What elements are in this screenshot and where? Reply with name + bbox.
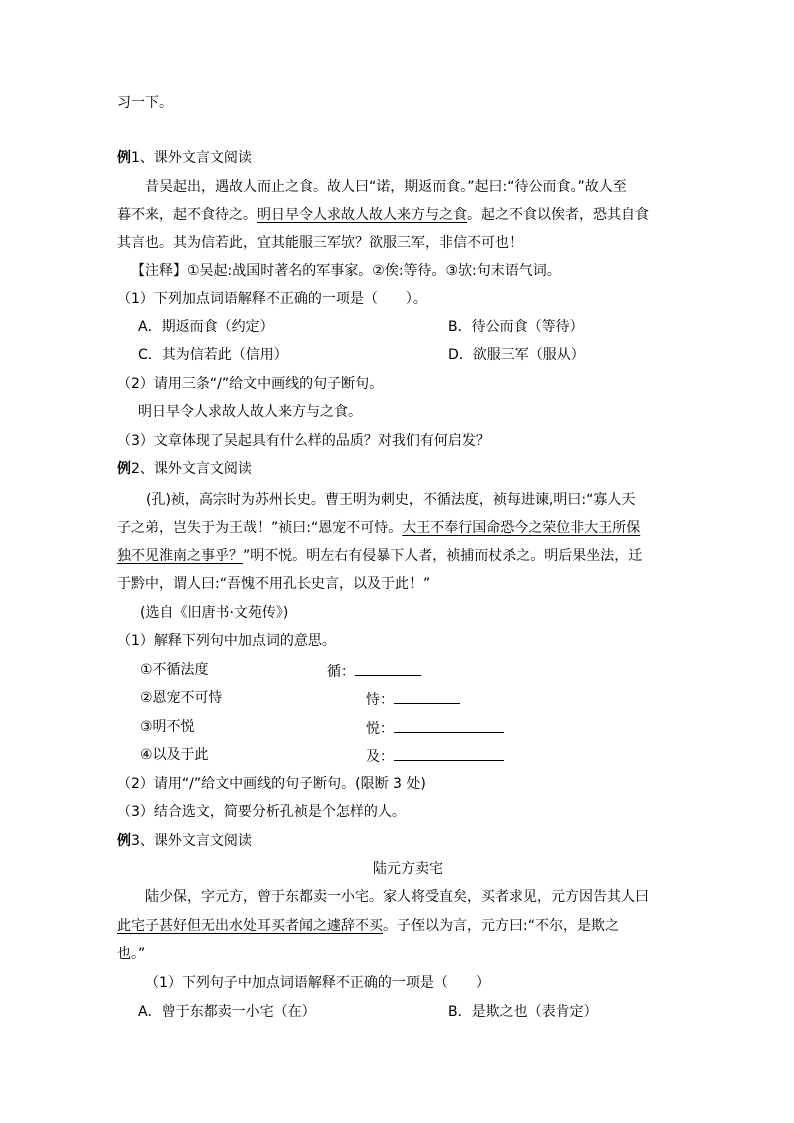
ex2-item-3-answer-blank[interactable] — [394, 717, 504, 733]
ex2-heading-rest: 2、课外文言文阅读 — [131, 461, 252, 477]
ex2-item-3-word: 悦： — [366, 721, 394, 737]
ex1-question-1-text: （1）下列加点词语解释不正确的一项是（ ）。 — [117, 291, 427, 307]
ex2-question-3-text: （3）结合选文，简要分析孔祯是个怎样的人。 — [117, 804, 406, 820]
ex3-passage-text-2: 。子侄以为言，元方曰:“不尔，是欺之 — [383, 918, 619, 934]
ex2-item-1-answer-blank[interactable] — [355, 660, 421, 676]
ex1-question-3-text: （3）文章体现了吴起具有什么样的品质？对我们有何启发？ — [117, 433, 490, 449]
ex1-option-d: D．欲服三军（服从） — [448, 347, 585, 363]
ex2-item-2-word: 恃： — [366, 692, 394, 708]
ex3-underlined-sentence: 此宅子甚好但无出水处耳买者闻之遽辞不买 — [117, 918, 383, 934]
ex2-item-4-word: 及： — [366, 749, 394, 765]
ex3-passage-text-1: 陆少保，字元方，曾于东都卖一小宅。家人将受直矣，买者求见，元方因告其人曰 — [145, 889, 649, 905]
ex2-passage-text-4: 于黔中，谓人曰:“吾愧不用孔长史言，以及于此！” — [117, 576, 431, 592]
ex3-passage-text-3: 也。” — [117, 946, 146, 962]
ex2-underlined-sentence-a: 大王不奉行国命恐今之荣位非大王所保 — [402, 520, 641, 536]
ex2-item-3-phrase: ③明不悦 — [140, 719, 195, 735]
ex2-passage-text-3: ”明不悦。明左右有侵暴下人者，祯捕而杖杀之。明后果坐法，迁 — [243, 548, 643, 564]
ex2-item-1-phrase: ①不循法度 — [140, 662, 209, 678]
ex2-passage-text-1: (孔)祯，高宗时为苏州长史。曹王明为刺史，不循法度，祯每进谏,明曰:“寡人天 — [146, 492, 636, 508]
ex1-passage-text-2b: 。起之不食以俟者，恐其自食 — [467, 207, 649, 223]
ex2-source-text: (选自《旧唐书·文苑传》) — [140, 605, 289, 621]
ex2-item-2-answer-blank[interactable] — [394, 688, 460, 704]
ex1-option-a: A．期返而食（约定） — [138, 319, 274, 335]
ex3-title-text: 陆元方卖宅 — [373, 861, 443, 877]
ex1-passage-text-3: 其言也。其为信若此，宜其能服三军欤？欲服三军，非信不可也！ — [117, 235, 523, 251]
ex3-heading-num: 例 — [117, 833, 131, 849]
ex2-item-2-phrase: ②恩宠不可恃 — [140, 690, 223, 706]
ex3-heading-rest: 3、课外文言文阅读 — [131, 833, 252, 849]
ex2-item-4-answer-blank[interactable] — [394, 745, 504, 761]
ex1-question-2-text: （2）请用三条“/”给文中画线的句子断句。 — [117, 376, 384, 392]
ex2-heading-num: 例 — [117, 461, 131, 477]
ex1-passage-text-1: 昔吴起出，遇故人而止之食。故人曰“诺，期返而食。”起曰:“待公而食。”故人至 — [145, 179, 627, 195]
ex3-question-1-text: （1）下列句子中加点词语解释不正确的一项是（ ） — [145, 975, 490, 991]
intro-tail-text: 习一下。 — [117, 95, 173, 111]
ex2-question-1-text: （1）解释下列句中加点词的意思。 — [117, 633, 336, 649]
ex1-option-c: C．其为信若此（信用） — [138, 347, 288, 363]
ex2-passage-text-2: 子之弟，岂失于为王哉！”祯曰:“恩宠不可恃。 — [117, 520, 403, 536]
ex3-option-b: B．是欺之也（表肯定） — [448, 1004, 598, 1020]
ex2-item-4-phrase: ④以及于此 — [140, 747, 209, 763]
ex1-question-2-sentence-text: 明日早令人求故人故人来方与之食。 — [138, 404, 362, 420]
ex1-notes-text: 【注释】①吴起:战国时著名的军事家。②俟:等待。③欤:句末语气词。 — [131, 263, 561, 279]
ex1-underlined-sentence: 明日早令人求故人故人来方与之食 — [257, 207, 467, 223]
ex1-heading-rest: 1、课外文言文阅读 — [131, 150, 252, 166]
ex1-passage-text-2a: 暮不来，起不食待之。 — [117, 207, 257, 223]
ex2-underlined-sentence-b: 独不见淮南之事乎？ — [117, 548, 243, 564]
ex1-heading-num: 例 — [117, 150, 131, 166]
ex1-option-b: B．待公而食（等待） — [448, 319, 584, 335]
ex2-question-2-text: （2）请用“/”给文中画线的句子断句。(限断 3 处) — [117, 776, 426, 792]
ex2-item-1-word: 循： — [327, 664, 355, 680]
ex3-option-a: A．曾于东都卖一小宅（在） — [138, 1004, 316, 1020]
